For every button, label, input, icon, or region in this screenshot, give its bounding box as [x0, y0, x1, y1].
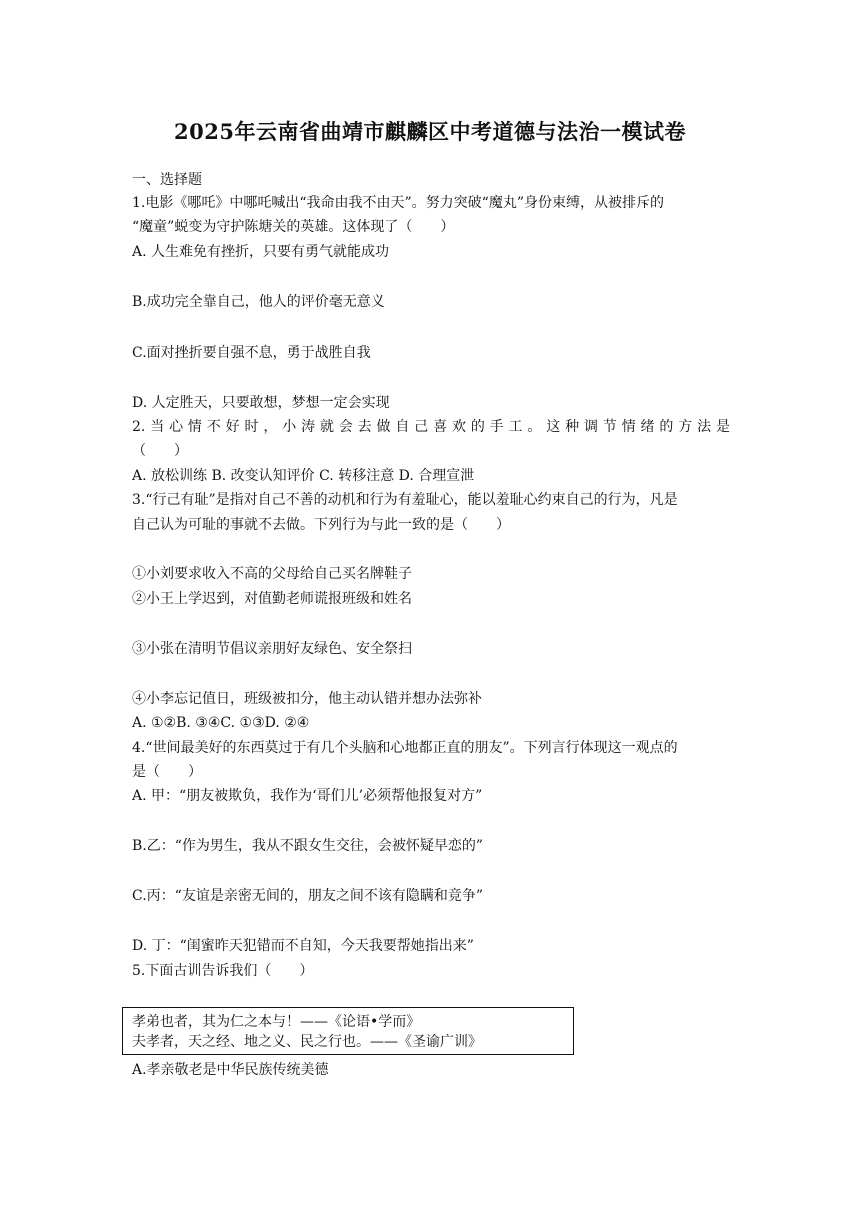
q3-stem-line2: 自己认为可耻的事就不去做。下列行为与此一致的是（ ）	[132, 517, 510, 533]
q3-item-1: ①小刘要求收入不高的父母给自己买名牌鞋子	[132, 566, 412, 582]
q1-option-a: A. 人生难免有挫折，只要有勇气就能成功	[132, 244, 390, 260]
q3-item-2: ②小王上学迟到，对值勤老师谎报班级和姓名	[132, 591, 412, 607]
q1-option-d: D. 人定胜天，只要敢想，梦想一定会实现	[132, 395, 390, 411]
q1-stem-line1: 1.电影《哪吒》中哪吒喊出“我命由我不由天”。努力突破“魔丸”身份束缚，从被排斥的	[132, 195, 664, 211]
q4-option-c: C.丙：“友谊是亲密无间的，朋友之间不该有隐瞒和竞争”	[132, 888, 483, 904]
quote-box	[122, 1007, 574, 1055]
q3-item-4: ④小李忘记值日，班级被扣分，他主动认错并想办法弥补	[132, 691, 482, 707]
q4-option-d: D. 丁：“闺蜜昨天犯错而不自知，今天我要帮她指出来”	[132, 938, 474, 954]
quote-line-2: 夫孝者，天之经、地之义、民之行也。——《圣谕广训》	[132, 1034, 482, 1050]
q4-stem-line1: 4.“世间最美好的东西莫过于有几个头脑和心地都正直的朋友”。下列言行体现这一观点的	[132, 740, 678, 756]
section-heading: 一、选择题	[132, 172, 202, 188]
q2-stem-line2: （ ）	[132, 443, 188, 459]
q4-stem-line2: 是（ ）	[132, 764, 202, 780]
page-title: 2025年云南省曲靖市麒麟区中考道德与法治一模试卷	[174, 119, 686, 144]
q2-stem-line1: 2.当心情不好时，小涛就会去做自己喜欢的手工。这种调节情绪的方法是	[132, 419, 730, 435]
q1-option-c: C.面对挫折要自强不息，勇于战胜自我	[132, 345, 371, 361]
q3-options: A. ①②B. ③④C. ①③D. ②④	[132, 715, 310, 731]
q5-stem: 5.下面古训告诉我们（ ）	[132, 963, 314, 979]
q2-options: A. 放松训练 B. 改变认知评价 C. 转移注意 D. 合理宣泄	[132, 468, 475, 484]
q4-option-b: B.乙：“作为男生，我从不跟女生交往，会被怀疑早恋的”	[132, 838, 484, 854]
q5-option-a: A.孝亲敬老是中华民族传统美德	[132, 1062, 329, 1078]
q1-stem-line2: “魔童”蜕变为守护陈塘关的英雄。这体现了（ ）	[132, 219, 455, 235]
q3-item-3: ③小张在清明节倡议亲朋好友绿色、安全祭扫	[132, 641, 412, 657]
q3-stem-line1: 3.“行己有耻”是指对自己不善的动机和行为有羞耻心，能以羞耻心约束自己的行为，凡是	[132, 492, 678, 508]
q1-option-b: B.成功完全靠自己，他人的评价毫无意义	[132, 294, 385, 310]
q4-option-a: A. 甲：“朋友被欺负，我作为‘哥们儿’必须帮他报复对方”	[132, 788, 483, 804]
quote-line-1: 孝弟也者，其为仁之本与！——《论语•学而》	[132, 1014, 421, 1030]
